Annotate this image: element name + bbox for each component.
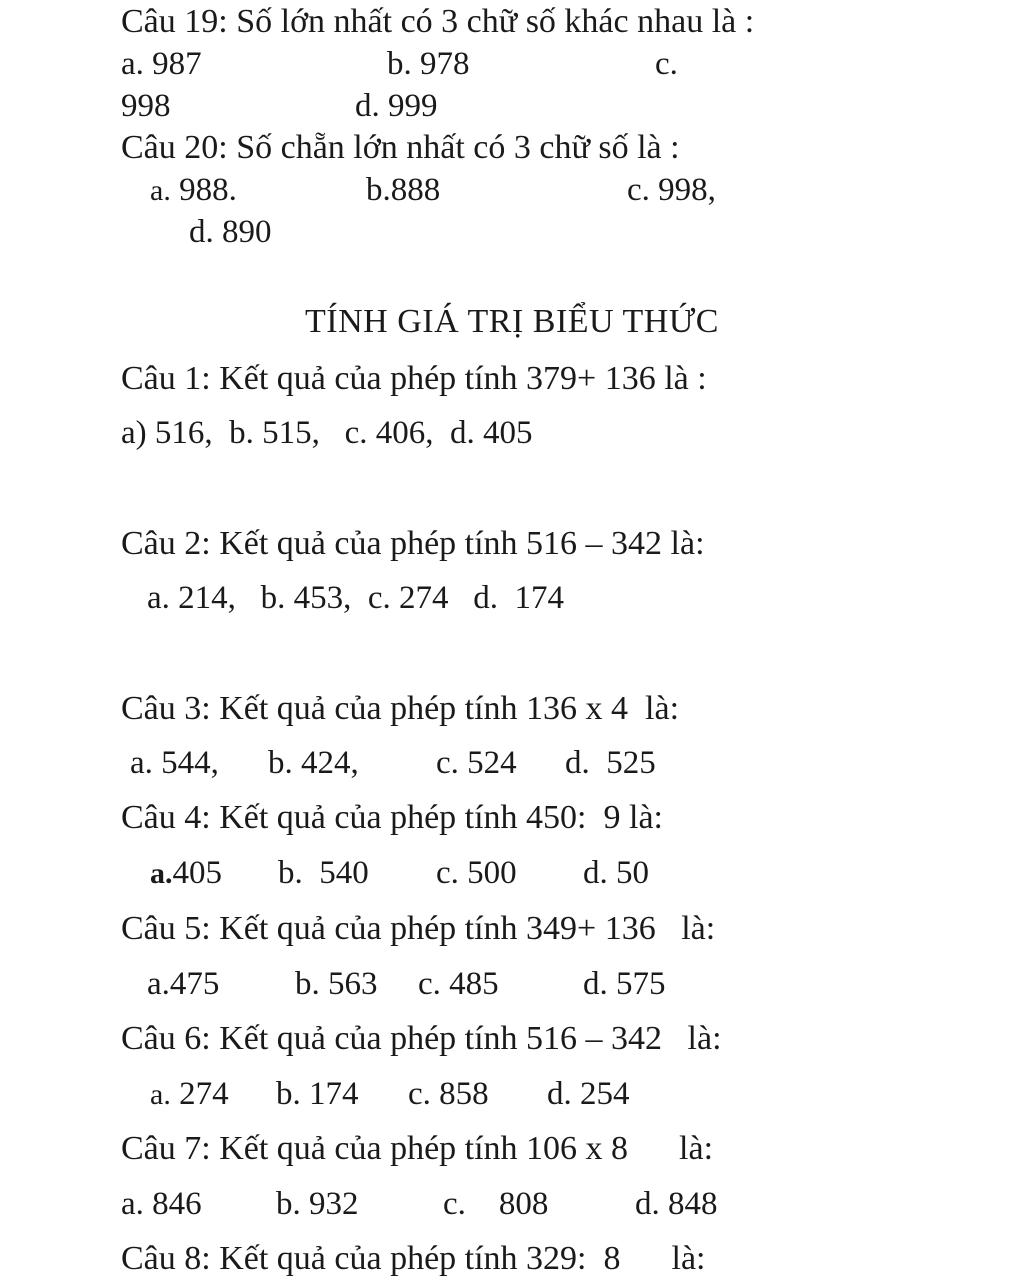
q4-option-a-value: 405 [172,855,222,891]
q3-option-d: d. 525 [565,745,656,781]
q19-option-b: b. 978 [387,46,470,82]
q20-option-a-letter: a. [150,174,171,207]
question-19: Câu 19: Số lớn nhất có 3 chữ số khác nhau là : [121,3,755,40]
q5-option-d: d. 575 [583,966,666,1002]
q6-option-a-value: 274 [179,1076,229,1112]
q2-options: a. 214, b. 453, c. 274 d. 174 [147,580,565,616]
q4-option-c: c. 500 [436,855,517,891]
q19-option-d: d. 999 [355,88,438,124]
q4-option-d: d. 50 [583,855,649,891]
q4-option-a [150,853,222,894]
question-4: Câu 4: Kết quả của phép tính 450: 9 là: [121,799,663,836]
q5-option-c: c. 485 [418,966,499,1002]
question-8: Câu 8: Kết quả của phép tính 329: 8 là: [121,1240,706,1277]
q3-option-a: a. 544, [130,745,219,781]
question-20: Câu 20: Số chẵn lớn nhất có 3 chữ số là : [121,129,680,166]
q5-option-b: b. 563 [295,966,378,1002]
q4-option-b: b. 540 [278,855,369,891]
question-5: Câu 5: Kết quả của phép tính 349+ 136 là: [121,910,716,947]
q6-option-a [150,1074,229,1115]
q3-option-c: c. 524 [436,745,517,781]
q4-option-a-letter: a. [150,857,173,890]
q6-option-d: d. 254 [547,1076,630,1112]
q3-option-b: b. 424, [268,745,359,781]
q19-option-c-value: 998 [121,88,171,124]
question-1: Câu 1: Kết quả của phép tính 379+ 136 là : [121,360,707,397]
q20-option-c: c. 998, [627,172,716,208]
question-7: Câu 7: Kết quả của phép tính 106 x 8 là: [121,1130,714,1167]
q6-option-b: b. 174 [276,1076,359,1112]
q6-option-a-letter: a. [150,1078,171,1111]
section-title: TÍNH GIÁ TRỊ BIỂU THỨC [305,303,719,340]
q7-option-a: a. 846 [121,1186,202,1222]
q20-option-d: d. 890 [189,214,272,250]
q5-option-a: a.475 [147,966,220,1002]
q20-option-a [150,170,237,211]
question-2: Câu 2: Kết quả của phép tính 516 – 342 là: [121,525,705,562]
question-3: Câu 3: Kết quả của phép tính 136 x 4 là: [121,690,680,727]
q7-option-c: c. 808 [443,1186,549,1222]
q20-option-a-value: 988. [179,172,237,208]
q7-option-b: b. 932 [276,1186,359,1222]
question-6: Câu 6: Kết quả của phép tính 516 – 342 là: [121,1020,722,1057]
q20-option-b: b.888 [366,172,441,208]
q6-option-c: c. 858 [408,1076,489,1112]
q1-options: a) 516, b. 515, c. 406, d. 405 [121,415,533,451]
q19-option-a: a. 987 [121,46,202,82]
q7-option-d: d. 848 [635,1186,718,1222]
q19-option-c: c. [655,46,678,82]
